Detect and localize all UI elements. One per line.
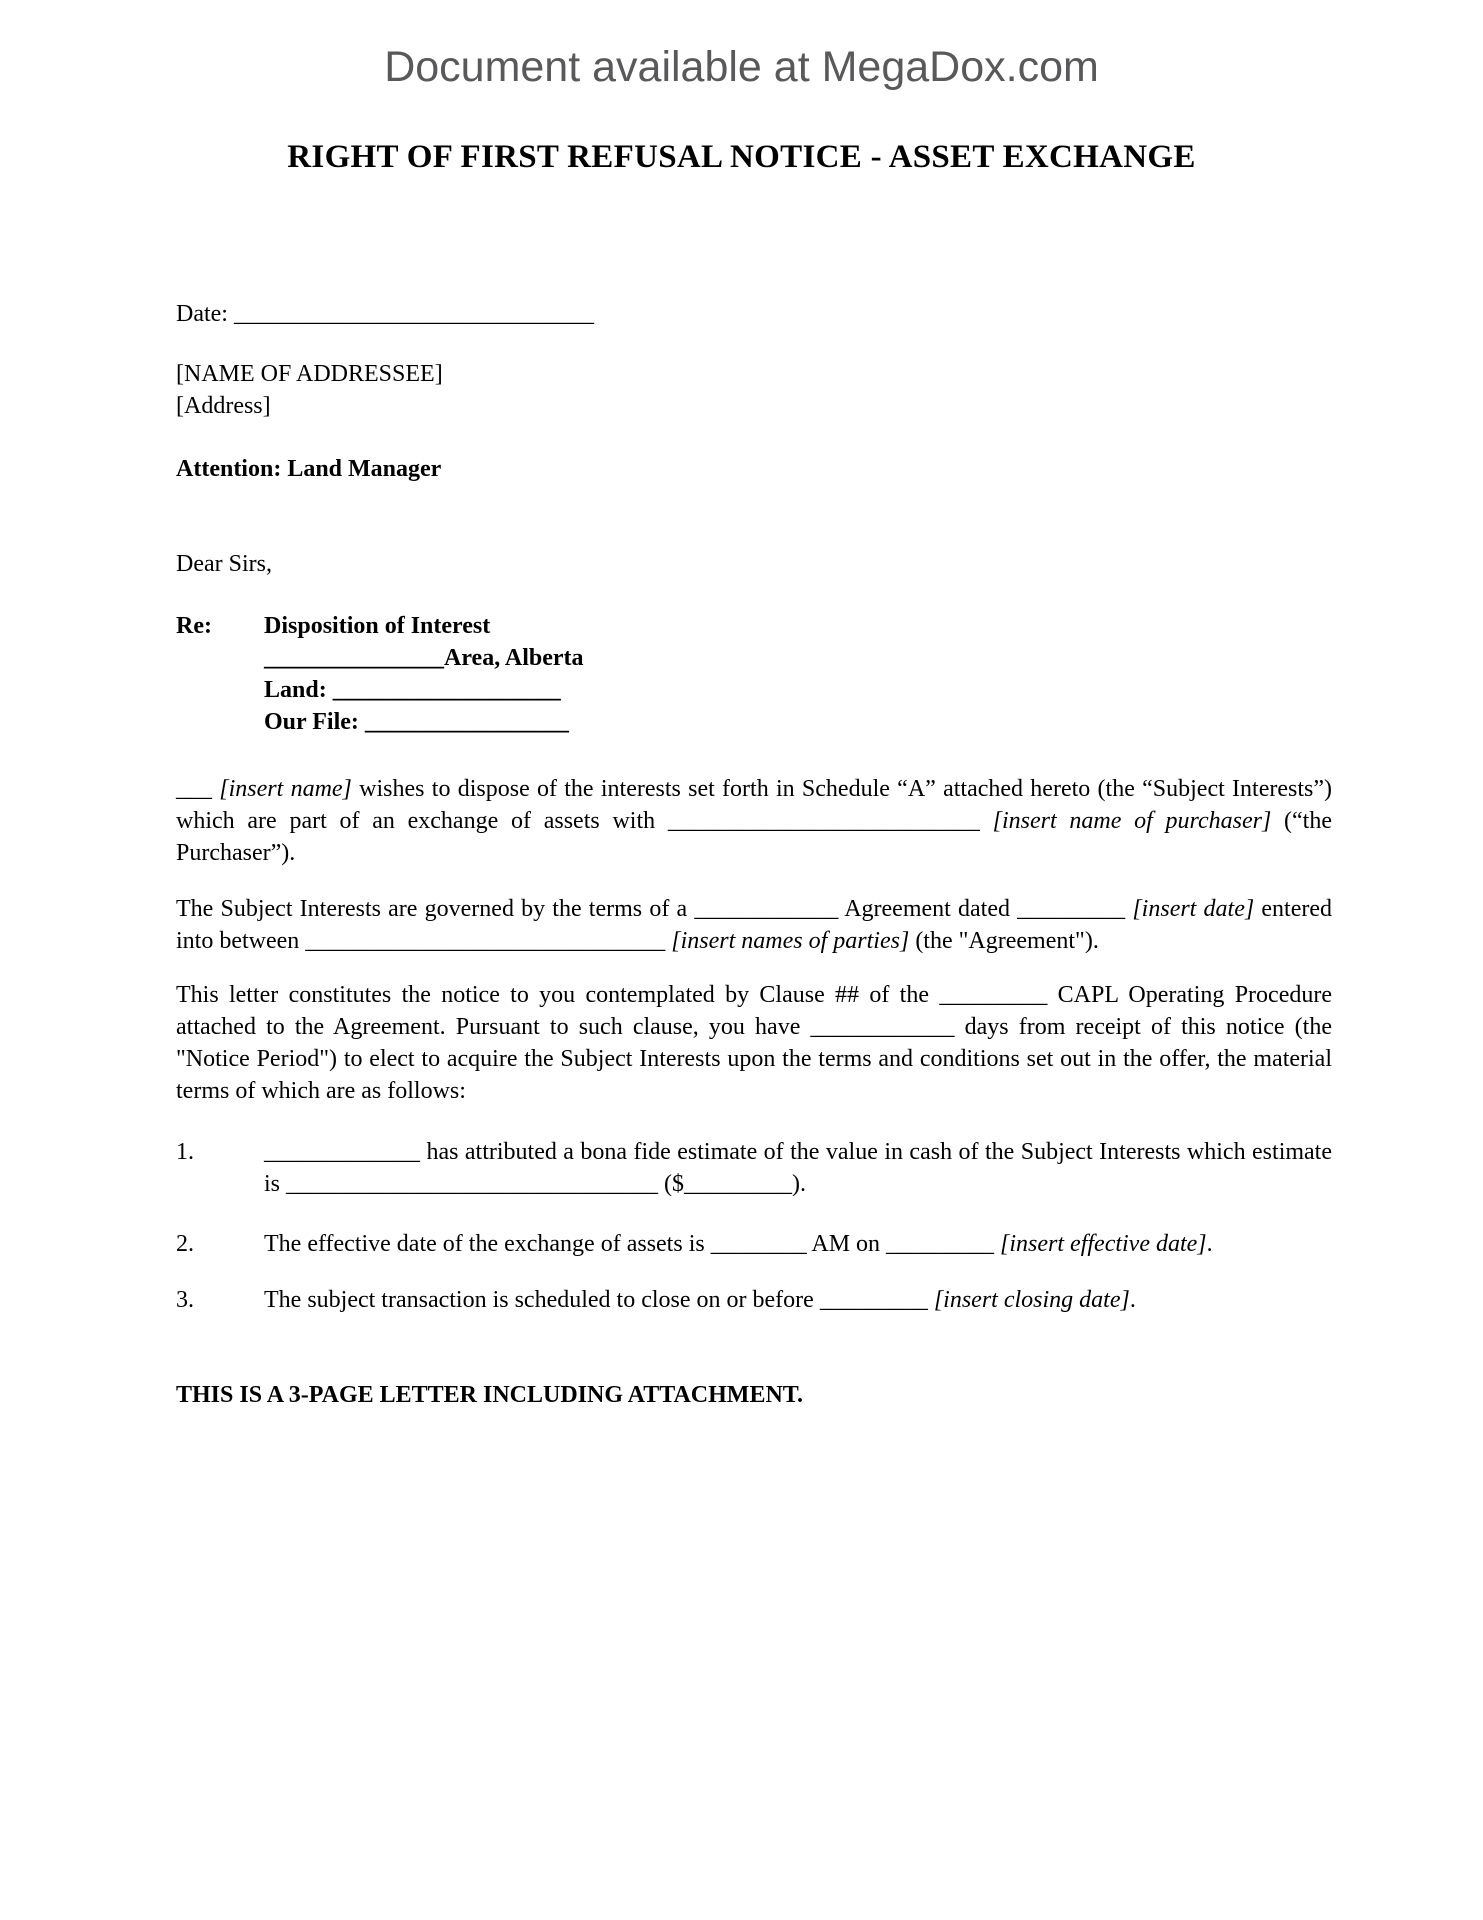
salutation: Dear Sirs,	[176, 551, 272, 577]
re-file-line: Our File: _________________	[264, 709, 569, 735]
attention-line: Attention: Land Manager	[176, 456, 442, 482]
date-blank-line: ______________________________	[233, 301, 594, 327]
addressee-address: [Address]	[176, 393, 271, 419]
list-item-3-text: The subject transaction is scheduled to close on or before _________ [insert closing date].	[264, 1287, 1136, 1313]
re-land-line: Land: ___________________	[264, 677, 561, 703]
re-label: Re:	[176, 613, 212, 639]
re-area-line: _______________Area, Alberta	[264, 645, 584, 671]
document-title: RIGHT OF FIRST REFUSAL NOTICE - ASSET EXCHANGE	[287, 139, 1196, 175]
list-item-1-number: 1.	[176, 1139, 194, 1165]
address-block	[176, 358, 1332, 422]
list-item-3-number: 3.	[176, 1287, 194, 1313]
re-subject-line: Disposition of Interest	[264, 613, 491, 639]
list-item-3	[176, 1284, 1332, 1316]
list-item-1	[176, 1136, 1332, 1200]
list-item-1-text: _____________ has attributed a bona fide estimate of the value in cash of the Subject Interests which estimate is _______________________________ ($_________).	[264, 1139, 1332, 1197]
addressee-name: [NAME OF ADDRESSEE]	[176, 361, 443, 387]
re-lines	[264, 610, 1332, 738]
paragraph-agreement: The Subject Interests are governed by the terms of a ____________ Agreement dated _________ [insert date] entered into between ______________________________ [insert names of parties] (the "Agreement").	[176, 896, 1333, 954]
list-item-2-number: 2.	[176, 1231, 194, 1257]
watermark-header: Document available at MegaDox.com	[384, 43, 1099, 91]
list-item-2-text: The effective date of the exchange of assets is ________ AM on _________ [insert effective date].	[264, 1231, 1213, 1257]
list-item-2	[176, 1228, 1332, 1260]
paragraph-notice-period: This letter constitutes the notice to you contemplated by Clause ## of the _________ CAPL Operating Procedure attached to the Agreement. Pursuant to such clause, you have ____________ days from receipt of this notice (the "Notice Period") to elect to acquire the Subject Interests upon the terms and conditions set out in the offer, the material terms of which are as follows:	[176, 982, 1332, 1104]
paragraph-disposition: ___ [insert name] wishes to dispose of the interests set forth in Schedule “A” attached hereto (the “Subject Interests”) which are part of an exchange of assets with __________________________ [insert name of purchaser] (“the Purchaser”).	[176, 776, 1333, 866]
date-line	[176, 298, 1332, 330]
date-label: Date:	[176, 301, 228, 327]
closing-statement: THIS IS A 3-PAGE LETTER INCLUDING ATTACHMENT.	[176, 1382, 804, 1408]
re-block	[176, 610, 1332, 738]
letter-body	[176, 298, 1332, 1411]
